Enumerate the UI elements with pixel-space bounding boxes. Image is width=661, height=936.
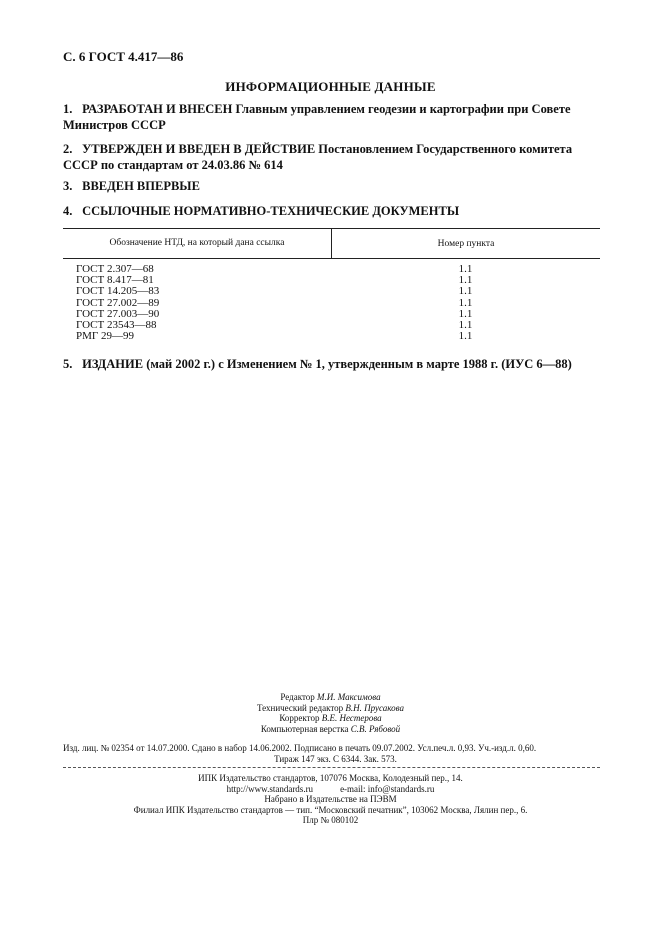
dashed-divider	[63, 767, 600, 768]
section-title: ИНФОРМАЦИОННЫЕ ДАННЫЕ	[225, 79, 436, 94]
license-number: Плр № 080102	[302, 815, 359, 825]
document-cell: ГОСТ 14.205—83	[76, 285, 160, 298]
document-cell: ГОСТ 27.002—89	[76, 296, 160, 309]
info-item-5	[63, 356, 608, 372]
typesetting-note: Набрано в Издательстве на ПЭВМ	[264, 794, 397, 804]
credit-name: В.Е. Нестерова	[321, 713, 382, 723]
credit-role: Редактор	[280, 692, 315, 702]
page-header: С. 6 ГОСТ 4.417—86	[63, 49, 184, 64]
column-header-document: Обозначение НТД, на который дана ссылка	[63, 229, 332, 258]
credit-line	[0, 692, 661, 703]
item-number: 1.	[63, 102, 73, 116]
clause-cell: 1.1	[458, 319, 473, 332]
table-row	[63, 286, 600, 297]
item-number: 4.	[63, 204, 73, 218]
info-item-3	[63, 178, 608, 194]
clause-cell: 1.1	[458, 330, 473, 343]
credit-line	[0, 724, 661, 735]
info-item-4	[63, 203, 608, 219]
credit-name: М.И. Максимова	[317, 692, 381, 702]
item-text: РАЗРАБОТАН И ВНЕСЕН Главным управлением геодезии и картографии при Совете Министров СССР	[63, 102, 571, 132]
table-row	[63, 320, 600, 331]
publisher-info	[0, 773, 661, 826]
item-number: 2.	[63, 142, 73, 156]
clause-cell: 1.1	[458, 307, 473, 320]
item-text: ССЫЛОЧНЫЕ НОРМАТИВНО-ТЕХНИЧЕСКИЕ ДОКУМЕНТЫ	[82, 204, 460, 218]
credit-name: С.В. Рябовой	[350, 723, 401, 734]
print-imprint	[63, 743, 608, 764]
clause-cell: 1.1	[458, 263, 473, 275]
credit-role: Корректор	[279, 713, 320, 723]
publisher-address: ИПК Издательство стандартов, 107076 Москва, Колодезный пер., 14.	[198, 773, 463, 783]
credit-name: В.Н. Прусакова	[345, 702, 405, 713]
info-item-2	[63, 141, 608, 173]
imprint-line: Изд. лиц. № 02354 от 14.07.2000. Сдано в набор 14.06.2002. Подписано в печать 09.07.2002. Усл.печ.л. 0,93. Уч.-изд.л. 0,60.	[63, 743, 537, 753]
document-cell: РМГ 29—99	[76, 330, 135, 343]
editorial-credits	[0, 692, 661, 734]
email-link[interactable]: e-mail: info@standards.ru	[340, 783, 435, 794]
credit-line	[0, 703, 661, 714]
branch-address: Филиал ИПК Издательство стандартов — тип. “Московский печатник”, 103062 Москва, Лялин пер., 6.	[133, 804, 528, 815]
document-cell: ГОСТ 8.417—81	[76, 274, 154, 287]
imprint-line: Тираж 147 экз. С 6344. Зак. 573.	[274, 753, 397, 764]
clause-cell: 1.1	[458, 296, 473, 309]
document-cell: ГОСТ 2.307—68	[76, 263, 154, 275]
item-text: ВВЕДЕН ВПЕРВЫЕ	[82, 179, 200, 193]
clause-cell: 1.1	[458, 285, 473, 298]
info-item-1	[63, 101, 608, 133]
column-header-clause: Номер пункта	[437, 238, 495, 249]
reference-documents-table	[63, 228, 600, 342]
publisher-contacts	[0, 784, 661, 795]
item-number: 5.	[63, 357, 73, 371]
document-cell: ГОСТ 27.003—90	[76, 307, 160, 320]
credit-line	[0, 713, 661, 724]
table-header	[63, 229, 600, 259]
table-row	[63, 331, 600, 342]
document-cell: ГОСТ 23543—88	[76, 319, 157, 332]
item-text: ИЗДАНИЕ (май 2002 г.) с Изменением № 1, утвержденным в марте 1988 г. (ИУС 6—88)	[82, 357, 572, 371]
credit-role: Компьютерная верстка	[260, 723, 349, 734]
table-body	[63, 259, 600, 342]
clause-cell: 1.1	[458, 274, 473, 287]
item-text: УТВЕРЖДЕН И ВВЕДЕН В ДЕЙСТВИЕ Постановлением Государственного комитета СССР по стандартам от 24.03.86 № 614	[63, 142, 573, 172]
credit-role: Технический редактор	[256, 702, 344, 713]
item-number: 3.	[63, 179, 73, 193]
website-link[interactable]: http://www.standards.ru	[226, 783, 314, 794]
